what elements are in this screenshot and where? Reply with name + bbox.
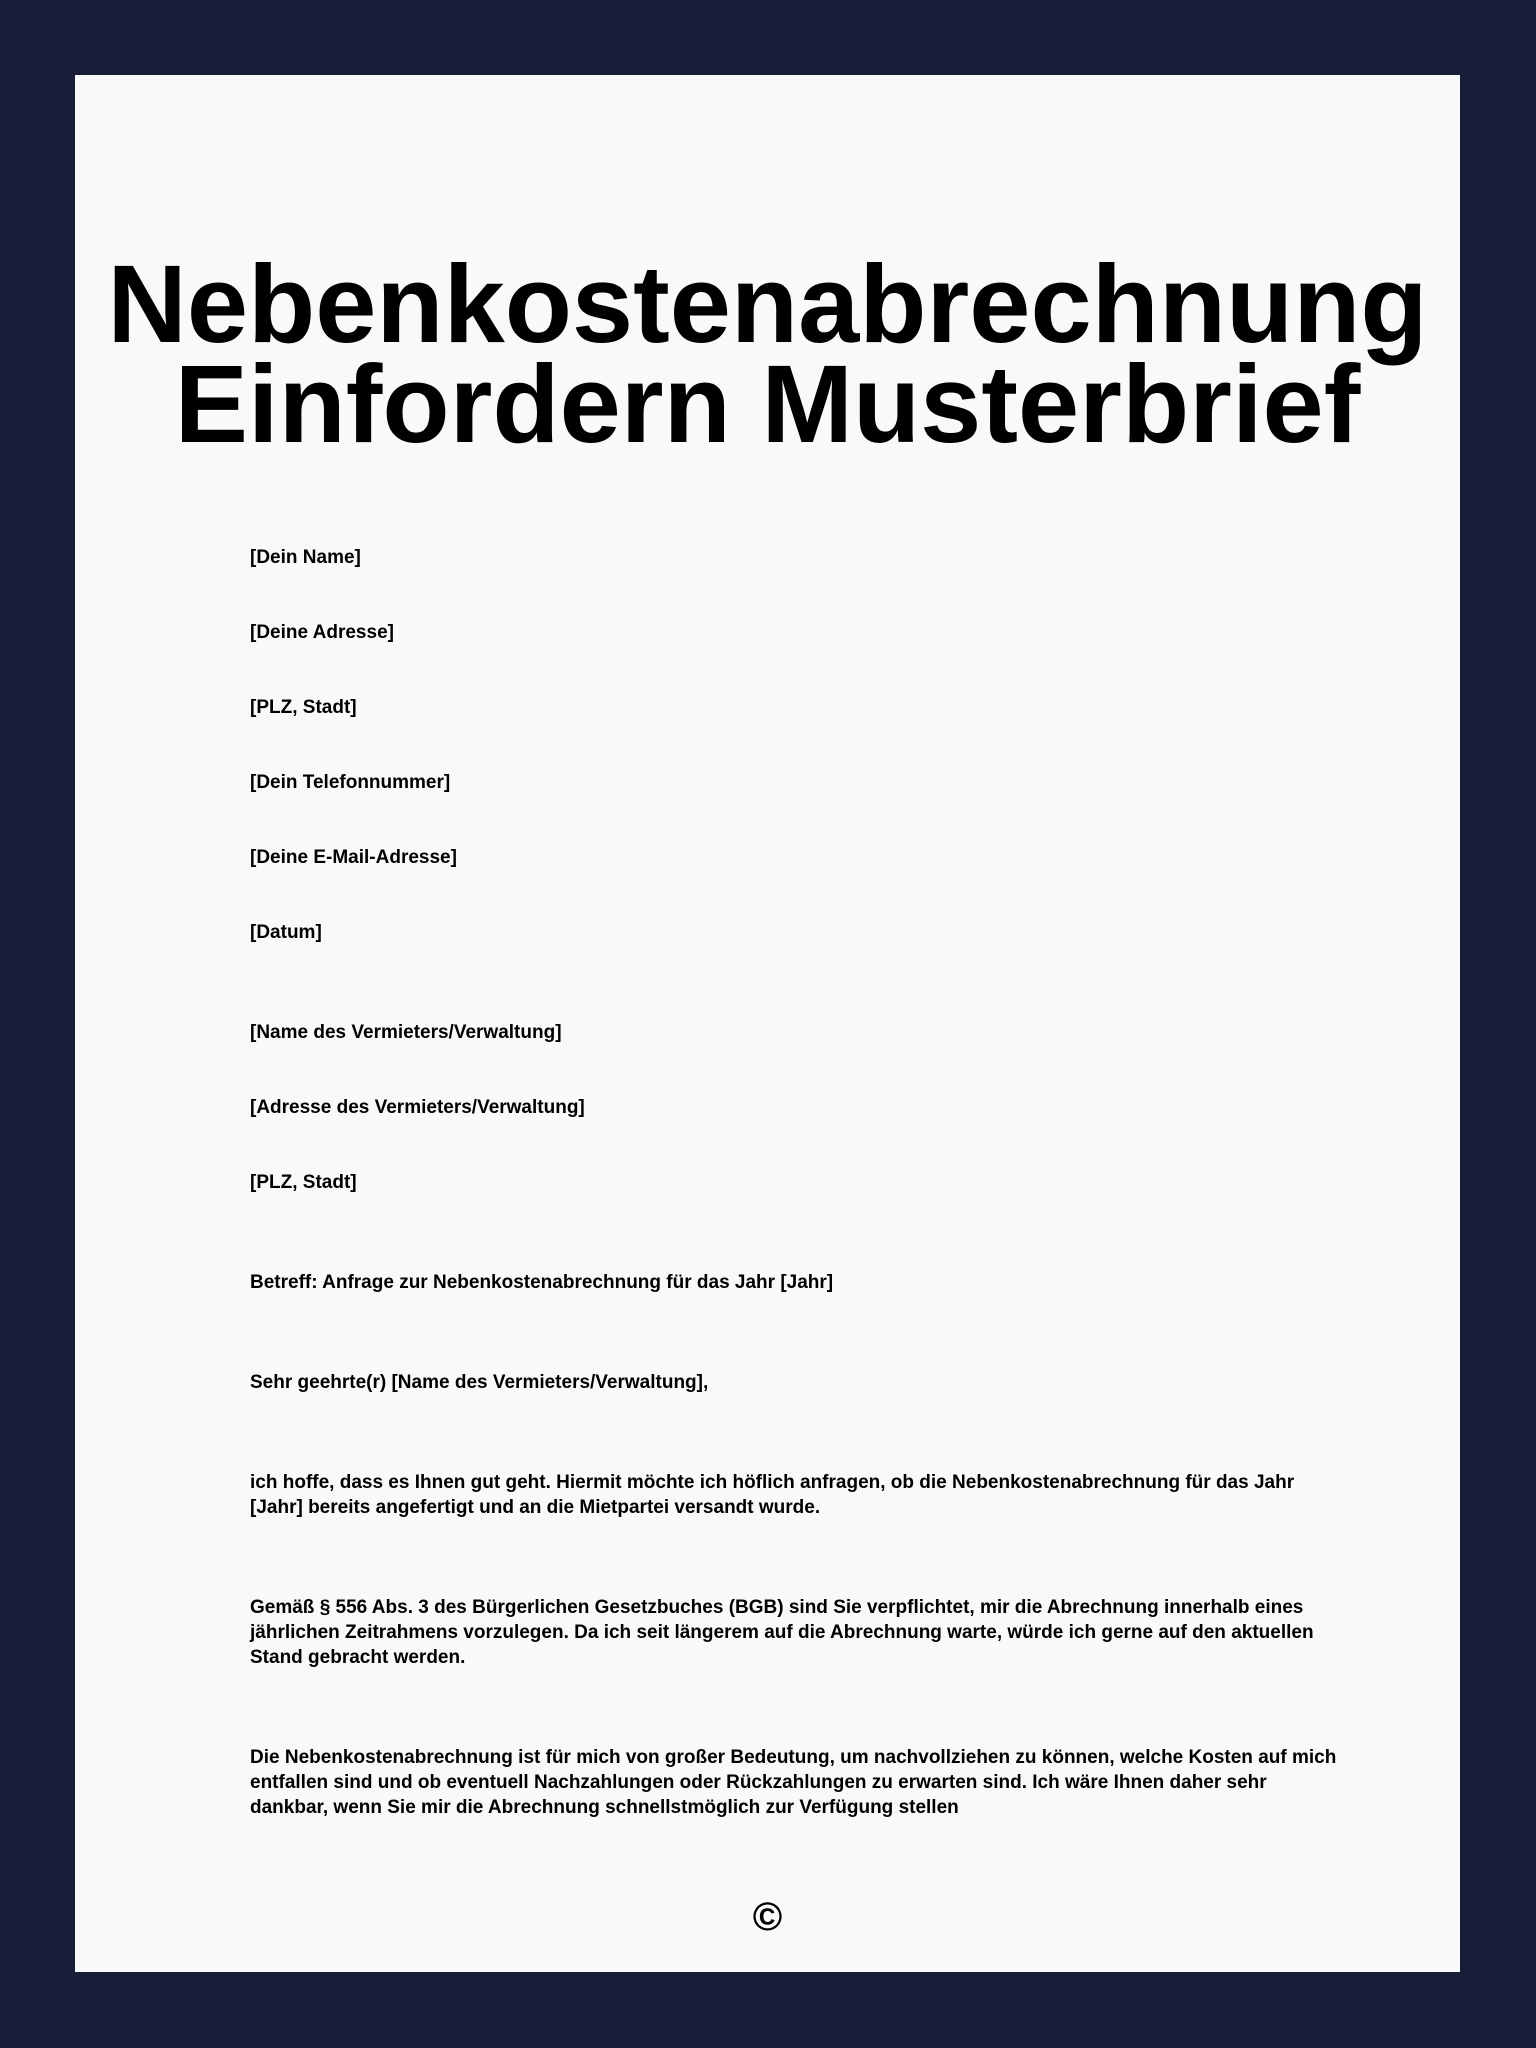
page-title (75, 243, 1460, 466)
letter-subject: Betreff: Anfrage zur Nebenkostenabrechnung für das Jahr [Jahr] (250, 1272, 834, 1293)
recipient-address: [Adresse des Vermieters/Verwaltung] (250, 1097, 585, 1118)
sender-city: [PLZ, Stadt] (250, 697, 357, 718)
letter-paragraph-3: Die Nebenkostenabrechnung ist für mich von großer Bedeutung, um nachvollziehen zu können, welche Kosten auf mich entfallen sind und ob eventuell Nachzahlungen oder Rückzahlungen zu erwarten sind. Ich wäre Ihnen daher sehr dankbar, wenn Sie mir die Abrechnung schnellstmöglich zur Verfügung stellen (250, 1747, 1337, 1818)
letter-paragraph-2: Gemäß § 556 Abs. 3 des Bürgerlichen Gesetzbuches (BGB) sind Sie verpflichtet, mir die Abrechnung innerhalb eines jährlichen Zeitrahmens vorzulegen. Da ich seit längerem auf die Abrechnung warte, würde ich gerne auf den aktuellen Stand gebracht werden. (250, 1597, 1314, 1668)
copyright-icon: © (752, 1895, 783, 1939)
title-line-2: Einfordern Musterbrief (174, 343, 1361, 466)
sender-address: [Deine Adresse] (250, 622, 394, 643)
letter-body (250, 545, 1350, 1895)
title-line-1: Nebenkostenabrechnung (107, 243, 1428, 366)
letter-date: [Datum] (250, 922, 322, 943)
letter-salutation: Sehr geehrte(r) [Name des Vermieters/Verwaltung], (250, 1372, 709, 1393)
sender-name: [Dein Name] (250, 547, 361, 568)
recipient-city: [PLZ, Stadt] (250, 1172, 357, 1193)
sender-email: [Deine E-Mail-Adresse] (250, 847, 457, 868)
sender-phone: [Dein Telefonnummer] (250, 772, 451, 793)
letter-paragraph-1: ich hoffe, dass es Ihnen gut geht. Hiermit möchte ich höflich anfragen, ob die Nebenkostenabrechnung für das Jahr [Jahr] bereits angefertigt und an die Mietpartei versandt wurde. (250, 1472, 1295, 1518)
recipient-name: [Name des Vermieters/Verwaltung] (250, 1022, 562, 1043)
document-page (75, 75, 1460, 1972)
